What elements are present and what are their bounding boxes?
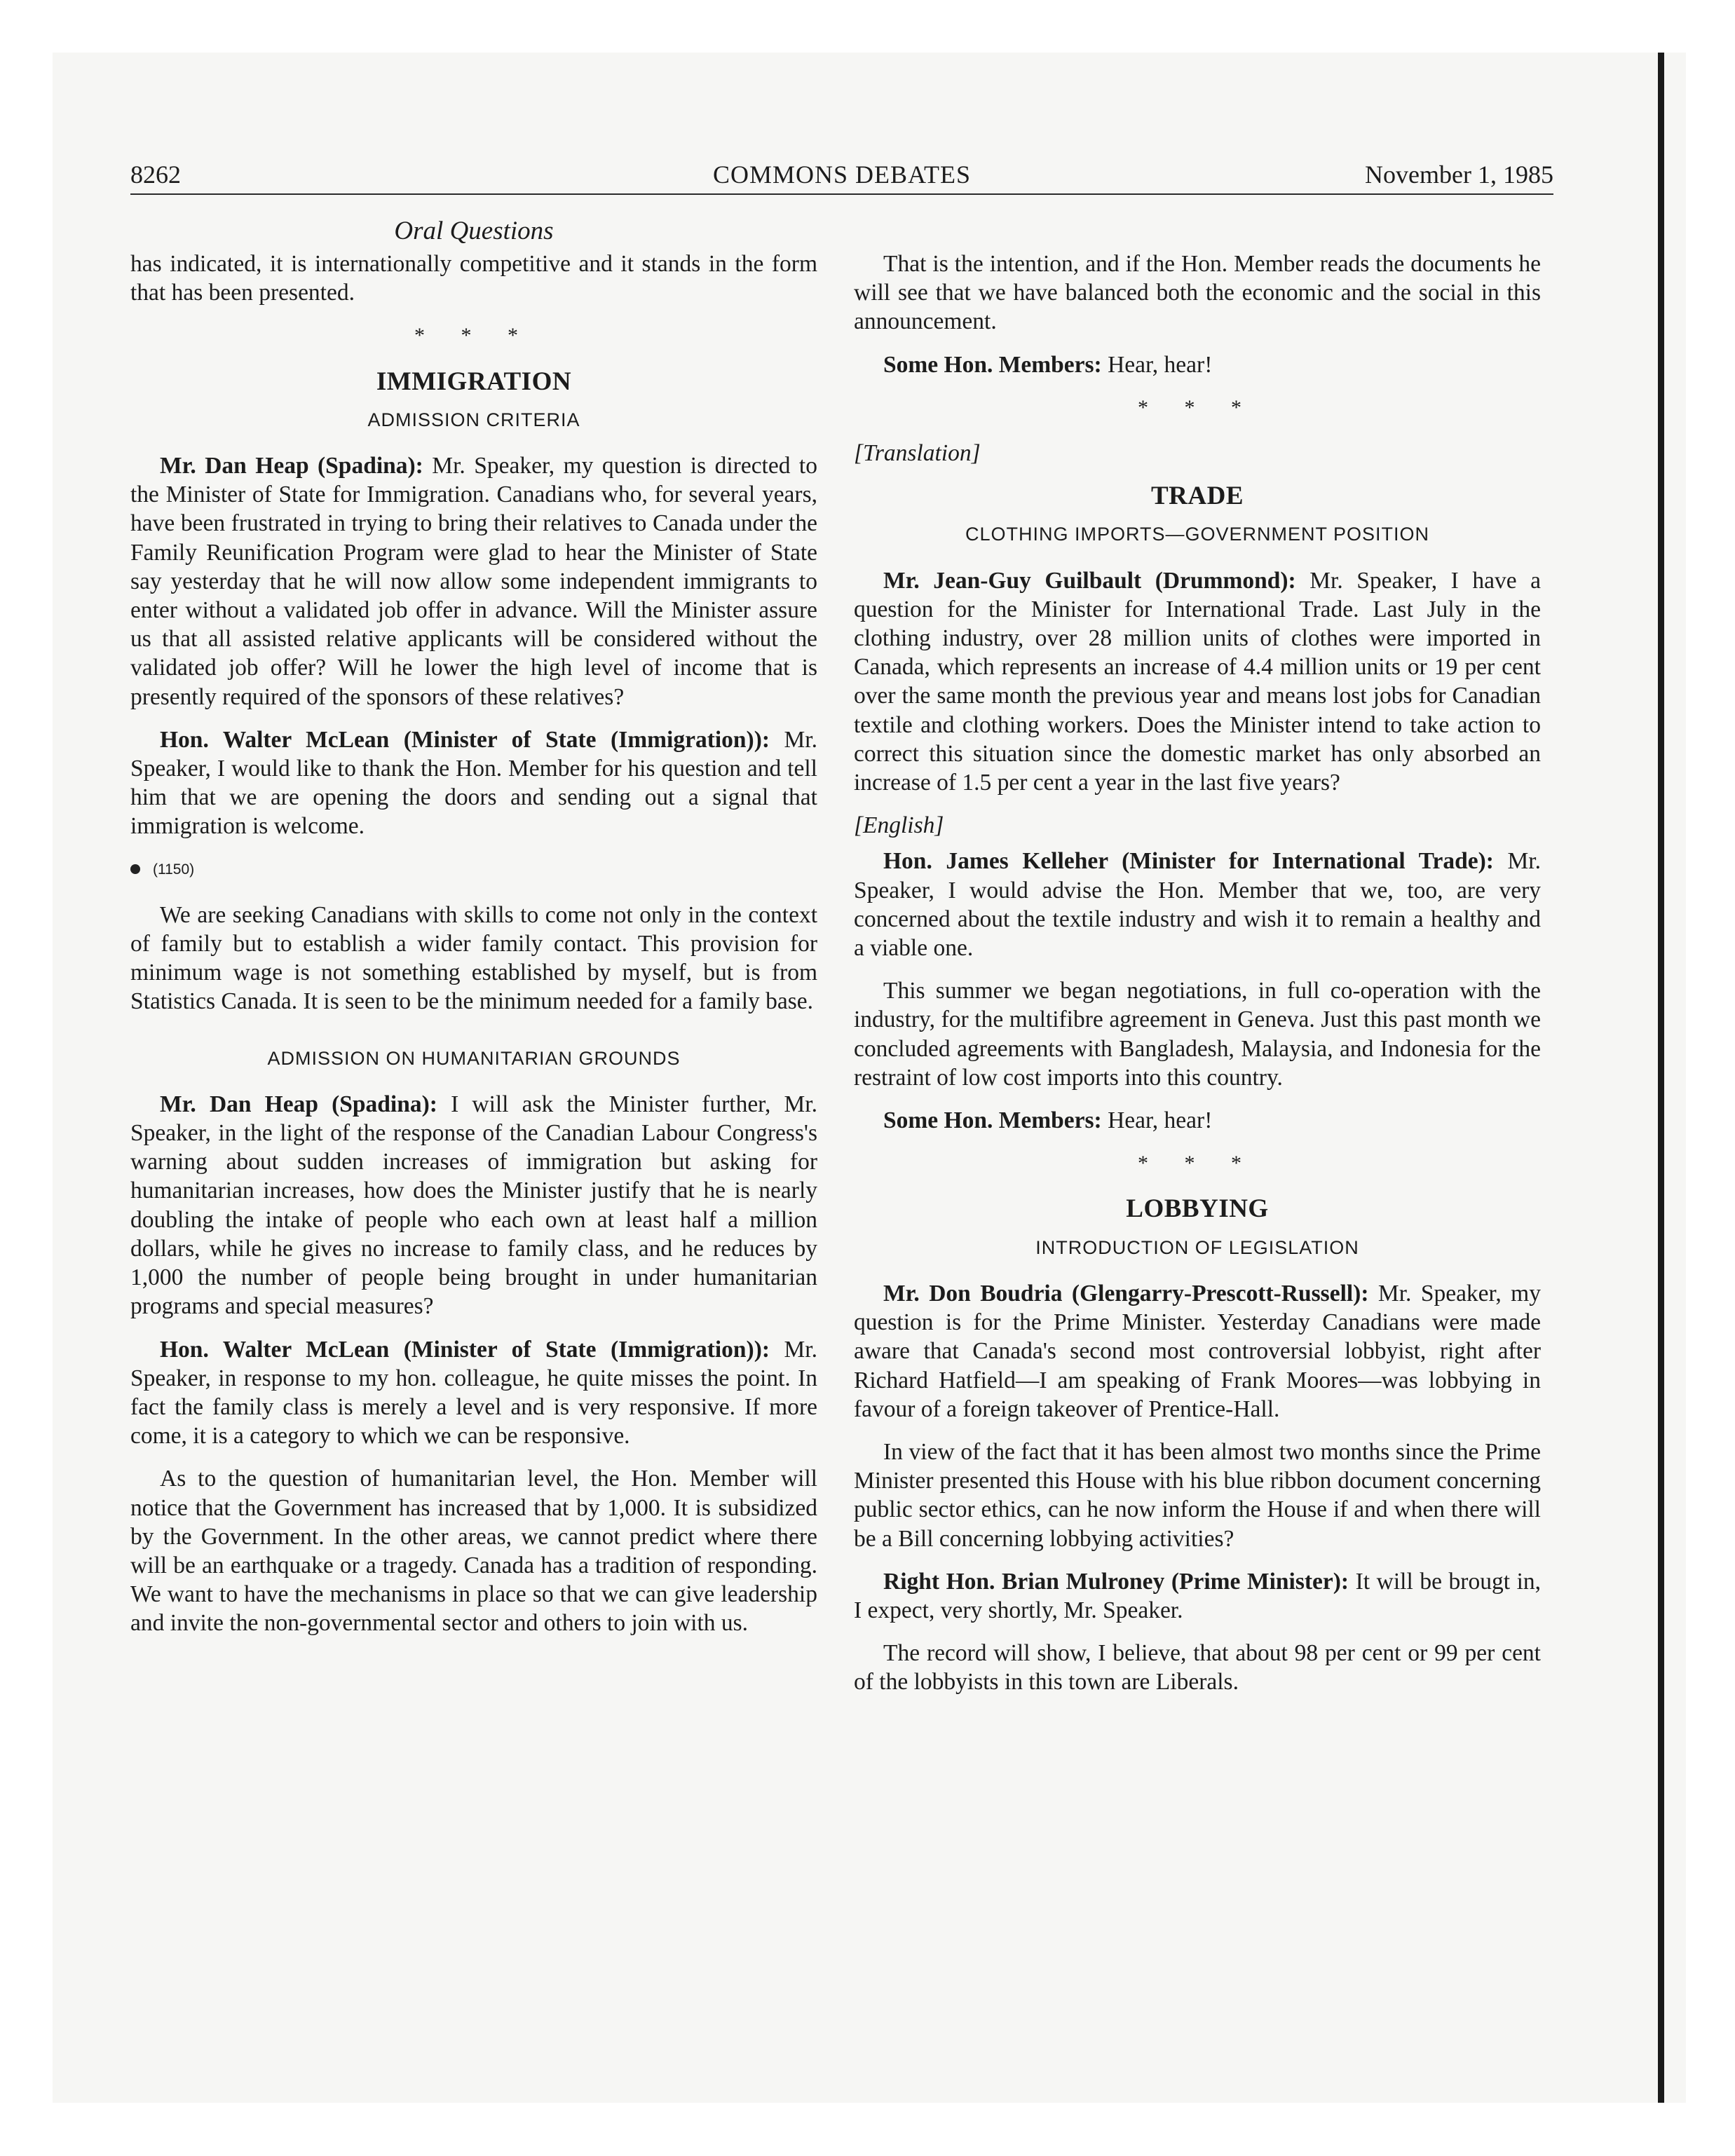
- speaker-name: Hon. Walter McLean (Minister of State (Immigration)):: [160, 1336, 770, 1363]
- speech-text: Mr. Speaker, I have a question for the Minister for International Trade. Last July in the clothing industry, over 28 million units of clothes were imported in Canada, which represents an increase of 4.4 million units or 19 per cent over the same month the previous year and means lost jobs for Canadian textile and clothing workers. Does the Minister intend to take action to correct this situation since the domestic market has only absorbed an increase of 1.5 per cent a year in the last five years?: [854, 567, 1541, 796]
- right-column: [854, 250, 1541, 1711]
- paragraph: [854, 566, 1541, 798]
- paragraph: [854, 847, 1541, 962]
- speech-text: Mr. Speaker, in response to my hon. colleague, he quite misses the point. In fact the family class is merely a level and is very responsive. If more come, it is a category to which we can be responsive.: [130, 1336, 817, 1449]
- paragraph: [854, 1106, 1541, 1135]
- section-separator: * * *: [1138, 1152, 1257, 1175]
- section-separator: * * *: [414, 324, 533, 348]
- subheading-humanitarian-grounds: ADMISSION ON HUMANITARIAN GROUNDS: [267, 1047, 681, 1069]
- paragraph: This summer we began negotiations, in full co-operation with the industry, for the multifibre agreement in Geneva. Just this past month we concluded agreements with Bangladesh, Malaysia, and Indonesia for the restraint of low cost imports into this country.: [854, 978, 1541, 1091]
- time-marker-text: (1150): [153, 861, 195, 878]
- binding-edge: [1658, 53, 1664, 2103]
- paragraph: The record will show, I believe, that about 98 per cent or 99 per cent of the lobbyists in this town are Liberals.: [854, 1640, 1541, 1696]
- speaker-name: Right Hon. Brian Mulroney (Prime Minister):: [883, 1568, 1349, 1595]
- subheading-admission-criteria: ADMISSION CRITERIA: [367, 409, 580, 430]
- heading-lobbying: LOBBYING: [1126, 1194, 1269, 1224]
- paragraph: [130, 451, 817, 711]
- paragraph: [130, 1335, 817, 1451]
- speaker-name: Some Hon. Members:: [883, 351, 1102, 378]
- paragraph: In view of the fact that it has been almost two months since the Prime Minister presented this House with his blue ribbon document concerning public sector ethics, can he now inform the House if and when there will be a Bill concerning lobbying activities?: [854, 1438, 1541, 1552]
- paragraph: As to the question of humanitarian level, the Hon. Member will notice that the Government has increased that by 1,000. It is subsidized by the Government. In the other areas, we cannot predict where there will be an earthquake or a tragedy. Canada has a tradition of responding. We want to have the mechanisms in place so that we can give leadership and invite the non-governmental sector and others to join with us.: [130, 1466, 817, 1637]
- paragraph: has indicated, it is internationally competitive and it stands in the form that has been presented.: [130, 251, 817, 306]
- speaker-name: Mr. Dan Heap (Spadina):: [160, 453, 423, 479]
- page-date: November 1, 1985: [1365, 161, 1553, 189]
- language-marker: [Translation]: [854, 440, 981, 467]
- bullet-icon: [130, 864, 140, 874]
- speech-text: Hear, hear!: [1101, 1107, 1213, 1134]
- header-rule: [130, 193, 1553, 195]
- heading-immigration: IMMIGRATION: [376, 367, 572, 396]
- speaker-name: Hon. Walter McLean (Minister of State (Immigration)):: [160, 726, 770, 753]
- section-separator: * * *: [1138, 395, 1257, 419]
- paragraph: That is the intention, and if the Hon. Member reads the documents he will see that we have balanced both the economic and the social in this announcement.: [854, 251, 1541, 335]
- speech-text: I will ask the Minister further, Mr. Speaker, in the light of the response of the Canadian Labour Congress's warning about sudden increases of immigration but asking for humanitarian increases, how does the Minister justify that he is nearly doubling the intake of people who each own at least half a million dollars, while he gives no increase to family class, and he reduces by 1,000 the number of people being brought in under humanitarian programs and special measures?: [130, 1091, 817, 1320]
- paragraph: [854, 1567, 1541, 1625]
- left-column: [130, 250, 817, 1652]
- language-marker: [English]: [854, 812, 944, 839]
- publication-title: COMMONS DEBATES: [712, 161, 972, 189]
- paragraph: [854, 350, 1541, 379]
- speech-text: Mr. Speaker, my question is for the Prime Minister. Yesterday Canadians were made aware that Canada's second most controversial lobbyist, right after Richard Hatfield—I am speaking of Frank Moores—was lobbying in favour of a foreign takeover of Prentice-Hall.: [854, 1280, 1541, 1422]
- speaker-name: Mr. Dan Heap (Spadina):: [160, 1091, 437, 1117]
- speaker-name: Mr. Jean-Guy Guilbault (Drummond):: [883, 567, 1296, 594]
- speech-text: Hear, hear!: [1101, 351, 1213, 378]
- heading-trade: TRADE: [1150, 482, 1244, 511]
- paragraph: We are seeking Canadians with skills to come not only in the context of family but to establish a wider family contact. This provision for minimum wage is not something established by myself, but is from Statistics Canada. It is seen to be the minimum needed for a family base.: [130, 901, 817, 1015]
- paragraph: [130, 1090, 817, 1321]
- speaker-name: Mr. Don Boudria (Glengarry-Prescott-Russell):: [883, 1280, 1369, 1306]
- speaker-name: Hon. James Kelleher (Minister for International Trade):: [883, 848, 1494, 875]
- speech-text: It will be brougt in, I expect, very shortly, Mr. Speaker.: [854, 1568, 1541, 1623]
- subheading-clothing-imports: CLOTHING IMPORTS—GOVERNMENT POSITION: [965, 524, 1430, 545]
- paragraph: [854, 1279, 1541, 1424]
- time-marker: [130, 855, 817, 884]
- subheading-introduction-of-legislation: INTRODUCTION OF LEGISLATION: [1035, 1236, 1359, 1258]
- section-label: Oral Questions: [394, 217, 554, 245]
- speech-text: Mr. Speaker, I would like to thank the Hon. Member for his question and tell him that we are opening the doors and sending out a signal that immigration is welcome.: [130, 726, 817, 840]
- paragraph: [130, 725, 817, 841]
- speech-text: Mr. Speaker, my question is directed to the Minister of State for Immigration. Canadians who, for several years, have been frustrated in trying to bring their relatives to Canada under the Family Reunification Program were glad to hear the Minister of State say yesterday that he will now allow some independent immigrants to enter without a validated job offer in advance. Will the Minister assure us that all assisted relative applicants will be considered without the validated job offer? Will he lower the high level of income that is presently required of the sponsors of these relatives?: [130, 453, 817, 710]
- speaker-name: Some Hon. Members:: [883, 1107, 1102, 1134]
- page-number: 8262: [130, 161, 181, 189]
- speech-text: Mr. Speaker, I would advise the Hon. Member that we, too, are very concerned about the textile industry and wish it to remain a healthy and a viable one.: [854, 848, 1541, 962]
